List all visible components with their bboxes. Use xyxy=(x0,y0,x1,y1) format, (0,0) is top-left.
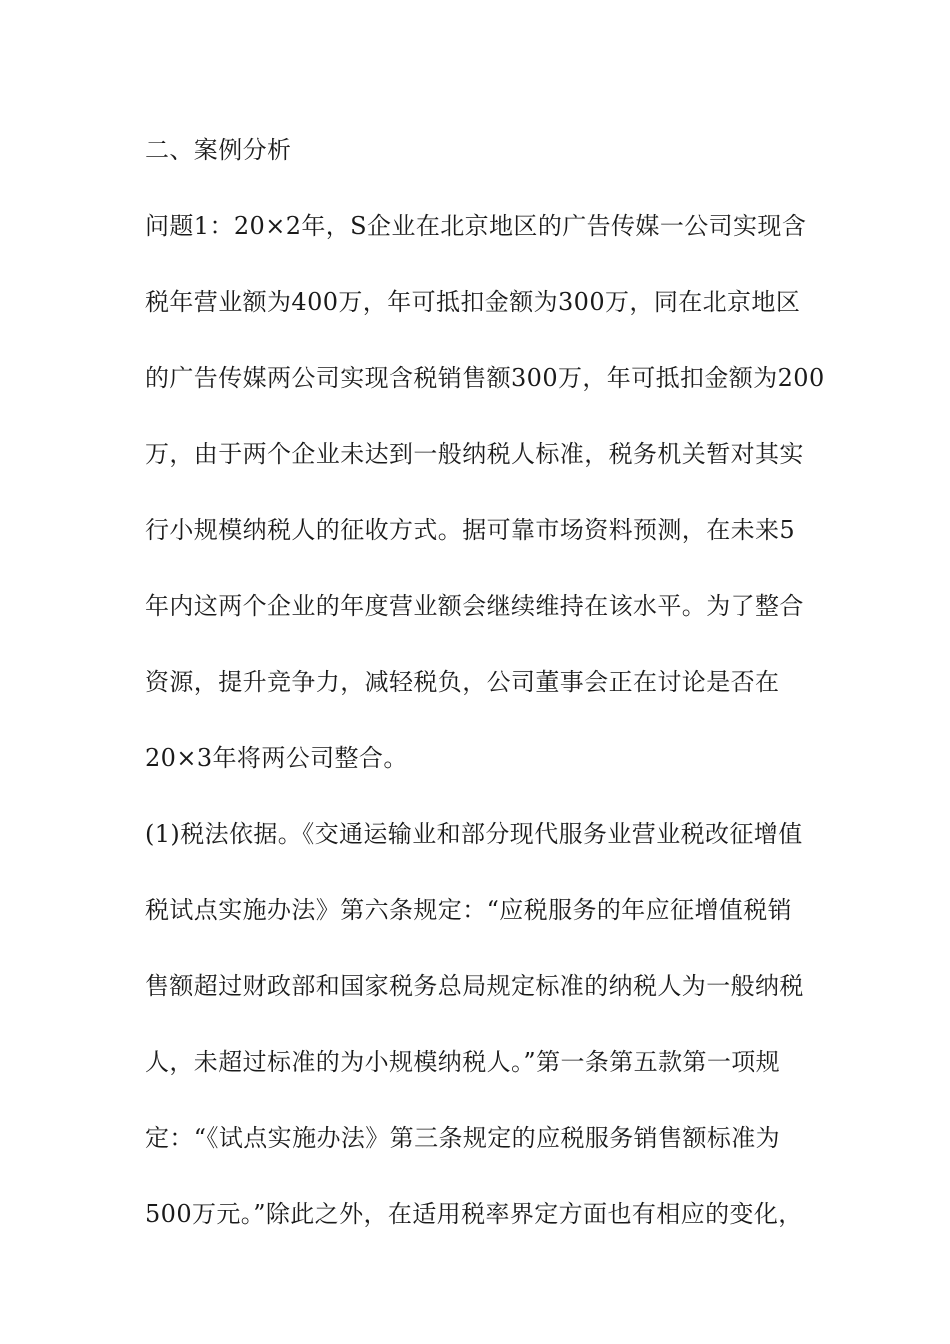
paragraph-line: 人，未超过标准的为小规模纳税人。”第一条第五款第一项规 xyxy=(145,1048,781,1076)
paragraph-line: 年内这两个企业的年度营业额会继续维持在该水平。为了整合 xyxy=(145,592,804,620)
paragraph-line: 税年营业额为400万，年可抵扣金额为300万，同在北京地区 xyxy=(145,288,801,316)
paragraph-line: (1)税法依据。《交通运输业和部分现代服务业营业税改征增值 xyxy=(145,820,803,848)
paragraph-line: 资源，提升竞争力，减轻税负，公司董事会正在讨论是否在 xyxy=(145,668,780,696)
section-heading: 二、案例分析 xyxy=(145,136,292,164)
paragraph-line: 问题1：20×2年，S企业在北京地区的广告传媒一公司实现含 xyxy=(145,212,807,240)
paragraph-line: 税试点实施办法》第六条规定：“应税服务的年应征增值税销 xyxy=(145,896,793,924)
paragraph-line: 500万元。”除此之外，在适用税率界定方面也有相应的变化， xyxy=(145,1200,803,1228)
paragraph-line: 定：“《试点实施办法》第三条规定的应税服务销售额标准为 xyxy=(145,1124,781,1152)
paragraph-line: 的广告传媒两公司实现含税销售额300万，年可抵扣金额为200 xyxy=(145,364,825,392)
paragraph-line: 20×3年将两公司整合。 xyxy=(145,744,408,772)
paragraph-line: 售额超过财政部和国家税务总局规定标准的纳税人为一般纳税 xyxy=(145,972,804,1000)
paragraph-line: 行小规模纳税人的征收方式。据可靠市场资料预测，在未来5 xyxy=(145,516,796,544)
paragraph-line: 万，由于两个企业未达到一般纳税人标准，税务机关暂对其实 xyxy=(145,440,804,468)
